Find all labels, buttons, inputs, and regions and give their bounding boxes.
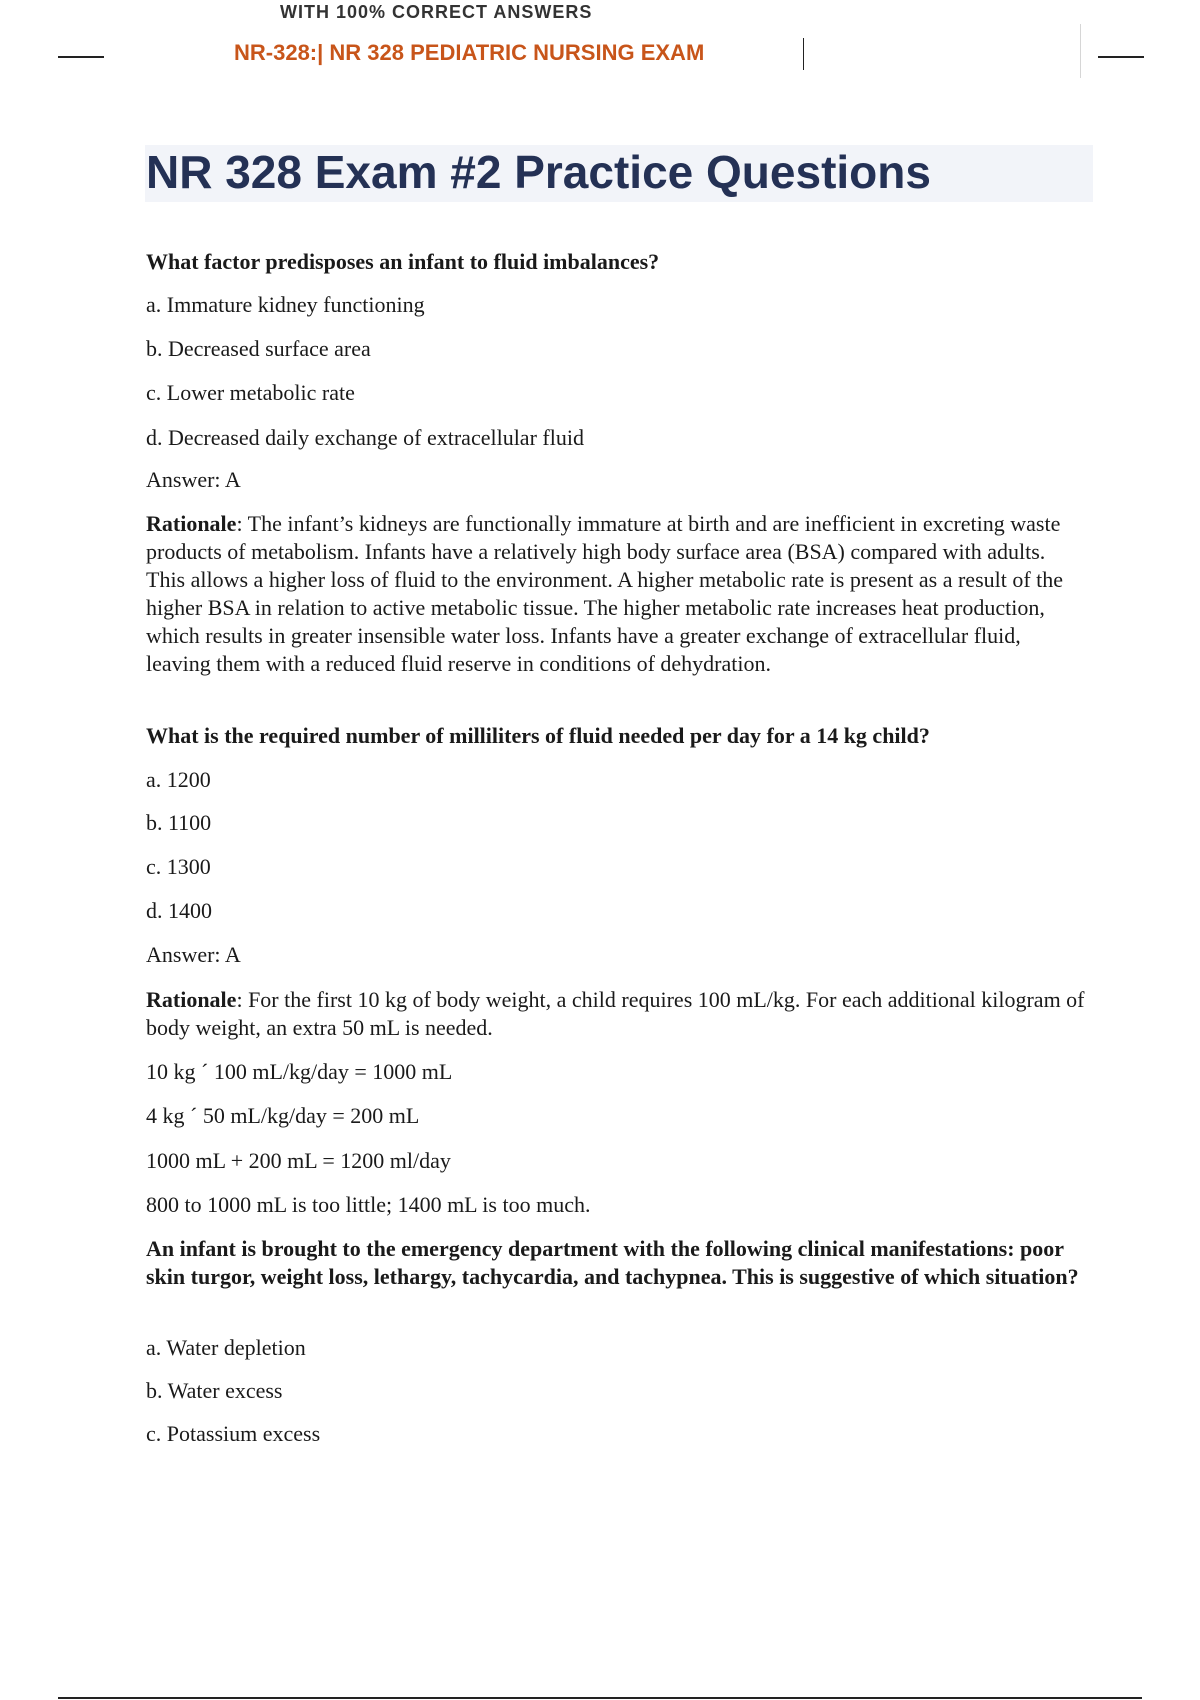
answer-option: c. 1300: [146, 854, 211, 879]
answer-option: b. Water excess: [146, 1378, 283, 1403]
text-cursor: [803, 38, 804, 70]
question-text: What factor predisposes an infant to fluid imbalances?: [146, 249, 660, 274]
footer-rule: [58, 1697, 1142, 1699]
answer-option: a. 1200: [146, 767, 211, 792]
header-title: NR-328:| NR 328 PEDIATRIC NURSING EXAM: [234, 40, 705, 65]
calculation-line: 4 kg ´ 50 mL/kg/day = 200 mL: [146, 1103, 420, 1128]
answer-option: b. 1100: [146, 810, 212, 835]
answer-option: c. Potassium excess: [146, 1421, 321, 1446]
rationale-label: Rationale: [146, 987, 237, 1012]
header-cut-off-text-label: WITH 100% CORRECT ANSWERS: [280, 2, 593, 22]
answer-option: d. Decreased daily exchange of extracellular fluid: [146, 425, 584, 450]
question-text: What is the required number of milliliters of fluid needed per day for a 14 kg child?: [146, 723, 930, 748]
page-title: NR 328 Exam #2 Practice Questions: [146, 146, 931, 198]
rationale-paragraph: [146, 510, 1086, 678]
question-text: An infant is brought to the emergency department with the following clinical manifestations: poor skin turgor, weight loss, lethargy, tachycardia, and tachypnea. This is suggestive of which situation?: [146, 1236, 1079, 1289]
answer-option: a. Immature kidney functioning: [146, 292, 425, 317]
header-divider: [1080, 24, 1081, 78]
header-rule-right: [1098, 56, 1144, 58]
header-cut-off-text: [280, 2, 700, 22]
answer-option: b. Decreased surface area: [146, 336, 371, 361]
answer-option: a. Water depletion: [146, 1335, 306, 1360]
rationale-text: : For the first 10 kg of body weight, a child requires 100 mL/kg. For each additional kilogram of body weight, an extra 50 mL is needed.: [146, 987, 1085, 1040]
answer-option: d. 1400: [146, 898, 212, 923]
calculation-line: 1000 mL + 200 mL = 1200 ml/day: [146, 1148, 451, 1173]
answer-option: c. Lower metabolic rate: [146, 380, 355, 405]
answer-key: Answer: A: [146, 942, 241, 967]
rationale-paragraph: [146, 986, 1086, 1042]
calculation-line: 800 to 1000 mL is too little; 1400 mL is too much.: [146, 1192, 591, 1217]
answer-key: Answer: A: [146, 467, 241, 492]
rationale-label: Rationale: [146, 511, 237, 536]
rationale-text: : The infant’s kidneys are functionally immature at birth and are inefficient in excreting waste products of metabolism. Infants have a relatively high body surface area (BSA) compared with adults. This allows a higher loss of fluid to the environment. A higher metabolic rate is present as a result of the higher BSA in relation to active metabolic tissue. The higher metabolic rate increases heat production, which results in greater insensible water loss. Infants have a greater exchange of extracellular fluid, leaving them with a reduced fluid reserve in conditions of dehydration.: [146, 511, 1064, 676]
calculation-line: 10 kg ´ 100 mL/kg/day = 1000 mL: [146, 1059, 453, 1084]
header-rule-left: [58, 56, 104, 58]
